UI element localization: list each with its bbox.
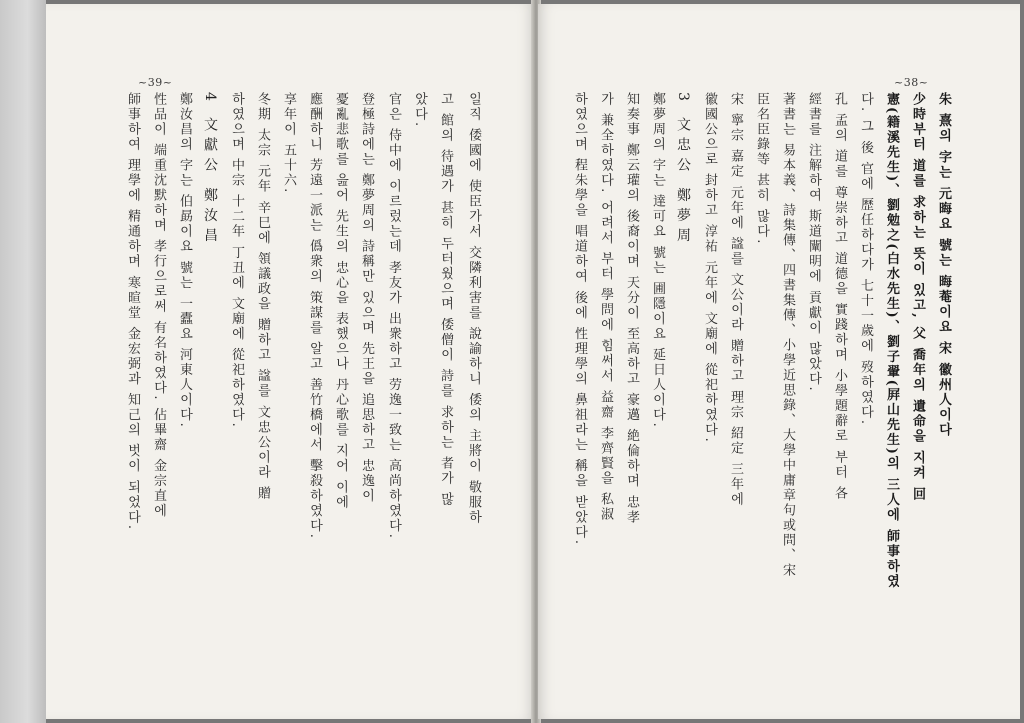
text-line: 徽國公으로 封하고 淳祐 元年에 文廟에 從祀하였다. bbox=[702, 92, 717, 444]
text-line: 經書를 注解하여 斯道闡明에 貢獻이 많았다. bbox=[806, 92, 821, 393]
text-line: 朱 熹의 字는 元晦요 號는 晦菴이요 宋 徽州人이다 bbox=[936, 92, 951, 438]
text-line: 性品이 端重沈默하며 孝行으로써 有名하였다. 佔畢齋 金宗直에 bbox=[151, 92, 166, 519]
text-line: 고 館의 待遇가 甚히 두터웠으며 倭僧이 詩를 求하는 者가 많 bbox=[438, 92, 453, 508]
text-line: 하였으며 中宗 十二年 丁丑에 文廟에 從祀하였다. bbox=[229, 92, 244, 429]
text-line: 師事하여 理學에 精通하며 寒暄堂 金宏弼과 知己의 벗이 되었다. bbox=[125, 92, 140, 532]
right-page-number: ~38~ bbox=[894, 76, 929, 89]
text-line: 孔 孟의 道를 尊崇하고 道德을 實踐하며 小學題辭로 부터 各 bbox=[832, 92, 847, 502]
text-line: 鄭夢周의 字는 達可요 號는 圃隱이요 延日人이다. bbox=[650, 92, 665, 429]
text-line: 著書는 易本義、詩集傳、四書集傳、小學近思錄、大學中庸章句或問、宋 bbox=[780, 92, 795, 579]
text-line: 登極詩에는 鄭夢周의 詩稱만 있으며 先王을 追思하고 忠逸이 bbox=[359, 92, 374, 504]
text-line: 官은 侍中에 이르렀는데 孝友가 出衆하고 劳逸一致는 高尚하였다. bbox=[386, 92, 401, 540]
text-line: 가 兼全하였다. 어려서 부터 學問에 힘써서 益齋 李齊賢을 私淑 bbox=[598, 92, 613, 523]
text-line: 冬期 太宗 元年 辛巳에 領議政을 贈하고 諡를 文忠公이라 贈 bbox=[255, 92, 270, 502]
text-line: 鄭汝昌의 字는 伯勗이요 號는 一蠹요 河東人이다. bbox=[177, 92, 192, 429]
text-line: 일직 倭國에 使臣가서 交隣利害를 說諭하니 倭의 主將이 敬服하 bbox=[466, 92, 481, 525]
text-line: 知奏事 鄭云瓘의 後裔이며 天分이 至高하고 豪邁 絶倫하며 忠孝 bbox=[624, 92, 639, 525]
text-line: 臣名臣錄等 甚히 많다. bbox=[754, 92, 769, 246]
text-line: 憂亂悲歌를 읊어 先生의 忠心을 表했으나 丹心歌를 지어 이에 bbox=[333, 92, 348, 510]
text-line: 宋 寧宗 嘉定 元年에 諡를 文公이라 贈하고 理宗 紹定 三年에 bbox=[728, 92, 743, 508]
section-heading: 3 文忠公 鄭夢周 bbox=[675, 92, 691, 248]
right-page bbox=[538, 4, 1020, 719]
text-line: 하였으며 程朱學을 唱道하여 後에 性理學의 鼻祖라는 稱을 받았다. bbox=[572, 92, 587, 547]
scanner-edge bbox=[0, 0, 46, 723]
left-page bbox=[46, 4, 534, 719]
text-line: 다. 그 後 官에 歷任하다가 七十一歲에 歿하였다. bbox=[858, 92, 873, 427]
left-page-number: ~39~ bbox=[138, 76, 173, 89]
text-line: 少時부터 道를 求하는 뜻이 있고, 父 喬年의 遺命을 지켜 回 bbox=[910, 92, 925, 503]
text-line: 았다. bbox=[412, 92, 427, 129]
text-line: 應酬하니 芳遠一派는 僞衆의 策謀를 알고 善竹橋에서 擊殺하였다. bbox=[307, 92, 322, 540]
section-heading: 4 文獻公 鄭汝昌 bbox=[202, 92, 218, 248]
text-line: 享年이 五十六. bbox=[281, 92, 296, 195]
text-line: 憲(籍溪先生)、劉勉之(白水先生)、劉子翬(屛山先生)의 三人에 師事하였 bbox=[884, 92, 899, 589]
